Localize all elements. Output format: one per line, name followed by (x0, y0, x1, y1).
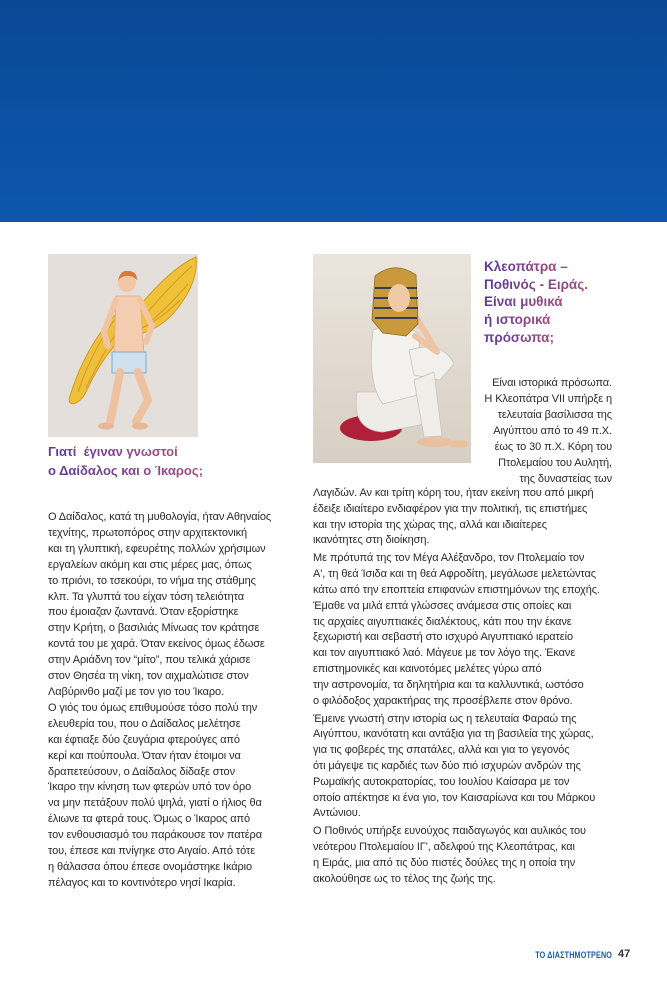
text-line: που έμοιαζαν ζωντανά. Όταν εξορίστηκε (48, 606, 239, 619)
heading-text: Είναι μυθικά (484, 294, 563, 310)
text-line: στην Κρήτη, ο βασιλιάς Μίνωας τον κράτησε (48, 622, 260, 635)
text-line: κερί και πούπουλα. Όταν ήταν έτοιμοι να (48, 749, 241, 762)
magazine-name: ΤΟ ΔΙΑΣΤΗΜΟΤΡΕΝΟ (535, 950, 612, 960)
heading-text: Ποθινός - Ειράς. (484, 276, 588, 292)
text-line: και τη γλυπτική, εφευρέτης πολλών χρήσιμων (48, 542, 266, 555)
text-line: Ο Ποθινός υπήρξε ευνούχος παιδαγωγός και αυλικός του (313, 825, 586, 838)
text-line: δραπετεύσουν, ο Δαίδαλος δίδαξε στον (48, 765, 235, 778)
text-line: εργαλείων ακόμη και στις μέρες μας, όπως (48, 558, 252, 571)
text-line: της δυναστείας των (519, 473, 612, 485)
heading-line (484, 329, 588, 347)
heading-line (484, 258, 588, 276)
text-line: κοντά του με χαρά. Όταν εκείνος όμως έδωσε (48, 638, 265, 651)
text-line: Αντώνιου. (313, 807, 361, 820)
heading-line (484, 276, 588, 294)
text-line: Ίκαρο την κίνηση των φτερών υπό τον όρο (48, 781, 252, 794)
text-line: για τις φοβερές της σπατάλες, αλλά και για το γεγονός (313, 744, 570, 757)
text-line: Η Κλεοπάτρα VII υπήρξε η (484, 393, 612, 405)
cleopatra-illustration (313, 254, 471, 463)
heading-text: Κλεοπάτρα – (484, 259, 568, 274)
header-banner (0, 0, 667, 222)
paragraph (313, 824, 618, 887)
text-line: έδειξε ιδιαίτερο ενδιαφέρον για την πολιτική, τις επιστήμες (313, 502, 588, 515)
text-line: η θάλασσα όπου έπεσε ονομάστηκε Ικάριο (48, 860, 253, 873)
cleopatra-intro-text (484, 375, 612, 487)
icarus-section-heading (48, 442, 203, 480)
text-line: ικανότητες στη διοίκηση. (313, 534, 430, 547)
text-line: τις αρχαίες αιγυπτιακές διαλέκτους, κάτι που την έκανε (313, 615, 572, 628)
heading-line (48, 442, 203, 461)
text-line: Α', τη θεά Ίσιδα και τη θεά Αφροδίτη, μεγάλωσε μελετώντας (313, 568, 596, 581)
text-line: Ο γιός του όμως επιθυμούσε τόσο πολύ την (48, 701, 258, 714)
text-line: Έμεινε γνωστή στην ιστορία ως η τελευταία Φαραώ της (313, 712, 577, 725)
text-line: Αιγύπτου από το 49 π.Χ. (493, 425, 612, 437)
text-line: την αστρονομία, τα δηλητήρια και τα καλλυντικά, ωστόσο (313, 678, 584, 691)
text-line: να μην πετάξουν πολύ ψηλά, γιατί ο ήλιος θα (48, 797, 262, 810)
icarus-illustration (48, 254, 198, 437)
heading-line (484, 311, 588, 329)
heading-text: πρόσωπα; (484, 329, 554, 345)
text-line: τελευταία βασίλισσα της (497, 409, 612, 421)
text-line: και την ιστορία της χώρας της, αλλά και ιδιαίτερες (313, 518, 547, 531)
text-line: νεότερου Πτολεμαίου ΙΓ', αδελφού της Κλεοπάτρας, και (313, 841, 575, 854)
text-line: στην Αριάδνη τον “μίτο”, που τελικά χάρισε (48, 654, 251, 667)
text-line: ο φιλόδοξος χαρακτήρας της προσέβλεπε στον θρόνο. (313, 694, 573, 707)
text-line: και τον αιγυπτιακό λαό. Μάγευε με τον λόγο της. Έκανε (313, 647, 576, 660)
text-line: κάτω από την εποπτεία επιφανών επιστημόνων της εποχής. (313, 583, 600, 596)
icarus-article-body (48, 510, 303, 892)
paragraph (313, 712, 618, 823)
text-line: ελευθερία του, που ο Δαίδαλος μελέτησε (48, 717, 241, 730)
text-line: ακολούθησε ως το τέλος της ζωής της. (313, 872, 496, 885)
text-line: Έμαθε να μιλά επτά γλώσσες ανάμεσα στις οποίες και (313, 599, 572, 612)
text-line: έλιωνε τα φτερά τους. Όμως ο Ίκαρος από (48, 813, 250, 826)
text-line: Ρωμαϊκής αυτοκρατορίας, του Ιουλίου Καίσαρα με τον (313, 775, 570, 788)
text-line: στον Θησέα τη νίκη, τον αιχμαλώτισε στον (48, 670, 249, 683)
heading-text: ή ιστορικά (484, 312, 551, 328)
text-line: Λαγιδών. Αν και τρίτη κόρη του, ήταν εκείνη που από μικρή (313, 487, 594, 499)
text-line: Λαβύρινθο μαζί με τον γιο του Ίκαρο. (48, 685, 225, 698)
text-line: κλπ. Τα γλυπτά του είχαν τόση τελειότητα (48, 590, 244, 603)
text-line: έως το 30 π.Χ. Κόρη του (494, 441, 612, 453)
paragraph (313, 486, 618, 549)
paragraph (313, 551, 618, 709)
cleopatra-section-heading (484, 258, 588, 347)
text-line: ξεχωριστή και σεβαστή στο ισχυρό Αιγυπτιακό ιερατείο (313, 631, 573, 644)
text-line: η Ειράς, μια από τις δύο πιστές δούλες της η οποία την (313, 856, 576, 869)
heading-line (48, 461, 203, 480)
heading-text: ο Δαίδαλος και ο Ίκαρος; (48, 463, 203, 478)
heading-line (484, 293, 588, 311)
text-line: του, έπεσε και πνίγηκε στο Αιγαίο. Από τότε (48, 845, 256, 858)
text-line: ότι μάγεψε τις καρδιές των δύο πιό ισχυρών ανδρών της (313, 759, 581, 772)
page-number: 47 (618, 948, 631, 960)
text-line: Με πρότυπά της τον Μέγα Αλέξανδρο, τον Πτολεμαίο τον (313, 552, 585, 565)
text-line: και έφτιαξε δύο ζευγάρια φτερούγες από (48, 733, 240, 746)
cleopatra-article-body (313, 486, 618, 890)
text-line: οποίο απέκτησε κι ένα γιο, τον Καισαρίωνα και του Μάρκου (313, 791, 596, 804)
text-line: Ο Δαίδαλος, κατά τη μυθολογία, ήταν Αθηναίος (48, 511, 272, 523)
heading-text: Γιατί έγιναν γνωστοί (48, 444, 178, 459)
text-line: Είναι ιστορικά πρόσωπα. (492, 377, 612, 389)
text-line: επιστημονικές και καινοτόμες μελέτες γύρω από (313, 662, 542, 675)
text-line: πέλαγος και το κοντινότερο νησί Ικαρία. (48, 876, 236, 889)
text-line: Πτολεμαίου του Αυλητή, (498, 457, 612, 469)
text-line: Αιγύπτου, ικανότατη και αντάξια για τη βασιλεία της χώρας, (313, 728, 594, 741)
text-line: το πριόνι, το τσεκούρι, το νήμα της στάθμης (48, 574, 256, 587)
text-line: τον ενθουσιασμό του παράκουσε τον πατέρα (48, 829, 262, 842)
text-line: τεχνίτης, πρωτοπόρος στην αρχιτεκτονική (48, 526, 248, 539)
